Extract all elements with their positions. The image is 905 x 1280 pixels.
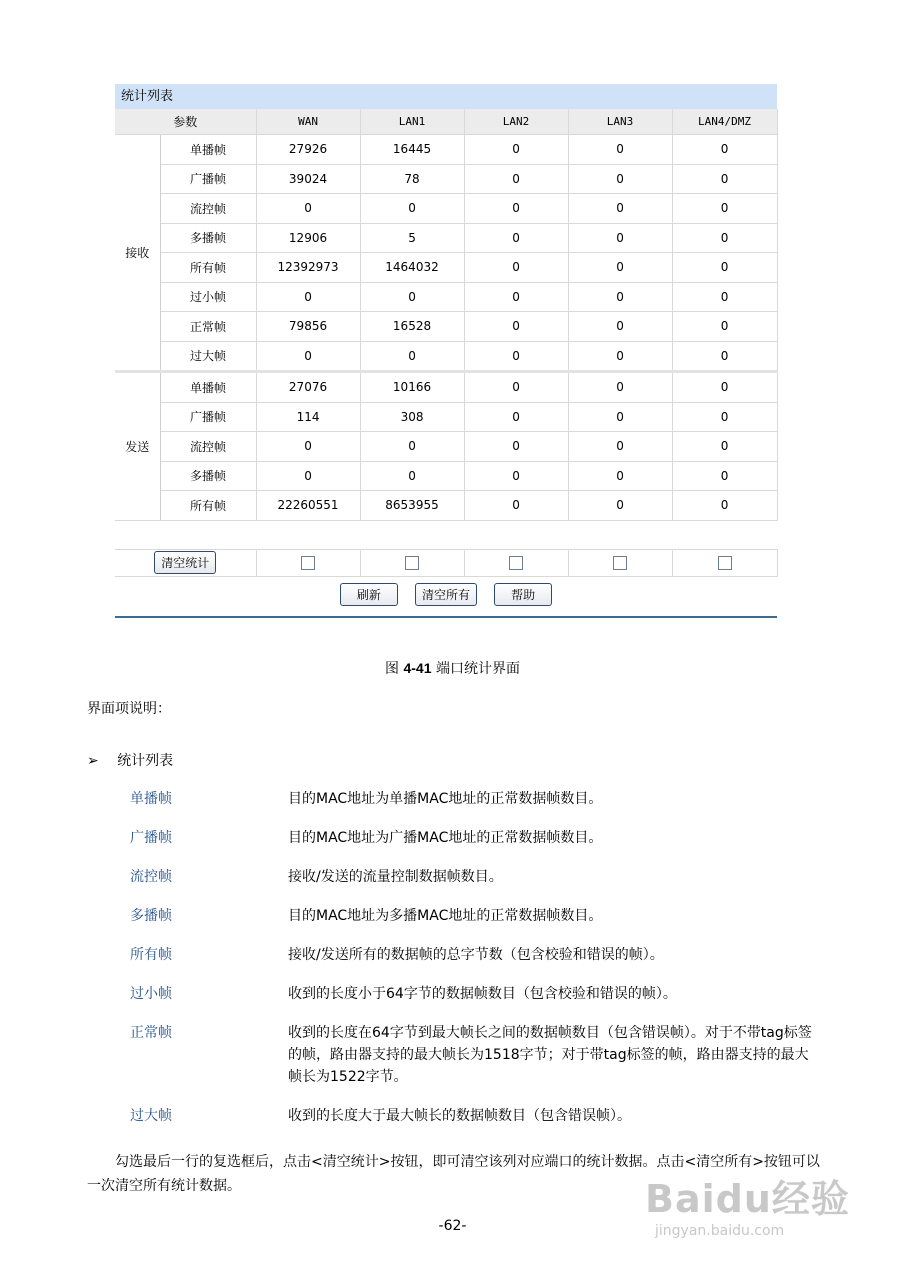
cell-value: 0	[672, 461, 777, 491]
cell-value: 0	[568, 164, 672, 194]
definition-item	[130, 1105, 820, 1127]
cell-value: 5	[360, 223, 464, 253]
cell-value: 0	[464, 372, 568, 403]
row-label: 多播帧	[160, 223, 256, 253]
intro-text: 界面项说明：	[87, 701, 171, 717]
refresh-button[interactable]: 刷新	[340, 583, 398, 606]
row-label: 所有帧	[160, 253, 256, 283]
cell-value: 0	[464, 194, 568, 224]
cell-value: 0	[464, 341, 568, 372]
caption-number: 4-41	[403, 660, 432, 676]
table-row	[115, 164, 777, 194]
panel-title: 统计列表	[115, 84, 777, 109]
table-row	[115, 372, 777, 403]
definition-term: 过大帧	[130, 1108, 172, 1124]
table-row	[115, 432, 777, 462]
note-paragraph: 勾选最后一行的复选框后，点击<清空统计>按钮，即可清空该列对应端口的统计数据。点击<清空所有>按钮可以一次清空所有统计数据。	[87, 1154, 820, 1194]
cell-value: 0	[464, 491, 568, 521]
port-checkbox-cell	[464, 549, 568, 576]
definition-term: 正常帧	[130, 1025, 172, 1041]
cell-value: 0	[464, 432, 568, 462]
cell-value: 0	[360, 432, 464, 462]
table-row	[115, 402, 777, 432]
definition-item	[130, 1022, 820, 1088]
definition-term: 流控帧	[130, 869, 172, 885]
port-checkbox[interactable]	[405, 556, 419, 570]
cell-value: 0	[672, 491, 777, 521]
port-checkbox[interactable]	[509, 556, 523, 570]
cell-value: 0	[360, 194, 464, 224]
figure-caption	[0, 658, 905, 678]
clear-stats-button[interactable]: 清空统计	[154, 551, 216, 574]
cell-value: 10166	[360, 372, 464, 403]
cell-value: 0	[464, 312, 568, 342]
cell-value: 0	[568, 253, 672, 283]
cell-value: 0	[256, 282, 360, 312]
definition-term: 广播帧	[130, 830, 172, 846]
cell-value: 0	[464, 164, 568, 194]
row-label: 过小帧	[160, 282, 256, 312]
section-title: 统计列表	[117, 753, 174, 769]
definition-item	[130, 788, 820, 810]
header-port: LAN4/DMZ	[672, 109, 777, 135]
page-number: -62-	[438, 1218, 467, 1234]
cell-value: 0	[464, 135, 568, 165]
cell-value: 1464032	[360, 253, 464, 283]
port-stats-panel	[115, 84, 777, 618]
action-buttons	[115, 577, 777, 616]
definition-item	[130, 905, 820, 927]
cell-value: 0	[672, 402, 777, 432]
definition-desc: 收到的长度小于64字节的数据帧数目（包含校验和错误的帧）。	[288, 986, 677, 1002]
cell-value: 0	[568, 341, 672, 372]
cell-value: 0	[672, 312, 777, 342]
send-group-label: 发送	[115, 372, 160, 521]
caption-prefix: 图	[385, 661, 400, 677]
cell-value: 16528	[360, 312, 464, 342]
cell-value: 0	[672, 164, 777, 194]
port-checkbox-cell	[256, 549, 360, 576]
header-port: LAN1	[360, 109, 464, 135]
cell-value: 27076	[256, 372, 360, 403]
definition-desc: 目的MAC地址为多播MAC地址的正常数据帧数目。	[288, 908, 603, 924]
cell-value: 0	[672, 432, 777, 462]
blank-row	[115, 520, 777, 549]
port-checkbox[interactable]	[301, 556, 315, 570]
cell-value: 0	[256, 341, 360, 372]
cell-value: 308	[360, 402, 464, 432]
cell-value: 114	[256, 402, 360, 432]
watermark-url: jingyan.baidu.com	[655, 1223, 785, 1239]
row-label: 所有帧	[160, 491, 256, 521]
cell-value: 0	[360, 341, 464, 372]
help-button[interactable]: 帮助	[494, 583, 552, 606]
cell-value: 0	[568, 194, 672, 224]
cell-value: 0	[672, 135, 777, 165]
cell-value: 78	[360, 164, 464, 194]
definition-term: 所有帧	[130, 947, 172, 963]
cell-value: 22260551	[256, 491, 360, 521]
definition-term: 单播帧	[130, 791, 172, 807]
cell-value: 0	[672, 223, 777, 253]
table-row	[115, 223, 777, 253]
cell-value: 0	[568, 461, 672, 491]
cell-value: 0	[256, 194, 360, 224]
definition-desc: 收到的长度在64字节到最大帧长之间的数据帧数目（包含错误帧）。对于不带tag标签的帧，路由器支持的最大帧长为1518字节；对于带tag标签的帧，路由器支持的最大帧长为1522字节。	[288, 1025, 812, 1085]
cell-value: 12906	[256, 223, 360, 253]
definition-desc: 目的MAC地址为广播MAC地址的正常数据帧数目。	[288, 830, 603, 846]
row-label: 单播帧	[160, 135, 256, 165]
definition-list	[130, 788, 820, 1144]
definition-item	[130, 827, 820, 849]
receive-group-label: 接收	[115, 135, 160, 372]
cell-value: 0	[568, 372, 672, 403]
blank-cell	[115, 520, 777, 549]
cell-value: 0	[256, 461, 360, 491]
definition-term: 过小帧	[130, 986, 172, 1002]
cell-value: 0	[464, 402, 568, 432]
row-label: 流控帧	[160, 194, 256, 224]
table-row	[115, 194, 777, 224]
definition-desc: 收到的长度大于最大帧长的数据帧数目（包含错误帧）。	[288, 1108, 631, 1124]
cell-value: 16445	[360, 135, 464, 165]
cell-value: 0	[672, 194, 777, 224]
row-label: 多播帧	[160, 461, 256, 491]
cell-value: 0	[568, 282, 672, 312]
cell-value: 0	[256, 432, 360, 462]
cell-value: 0	[568, 312, 672, 342]
table-row	[115, 491, 777, 521]
cell-value: 0	[568, 223, 672, 253]
definition-desc: 目的MAC地址为单播MAC地址的正常数据帧数目。	[288, 791, 603, 807]
definition-term: 多播帧	[130, 908, 172, 924]
definition-desc: 接收/发送的流量控制数据帧数目。	[288, 869, 503, 885]
section-heading	[87, 750, 173, 770]
header-port: LAN2	[464, 109, 568, 135]
row-label: 流控帧	[160, 432, 256, 462]
cell-value: 0	[672, 341, 777, 372]
cell-value: 0	[464, 282, 568, 312]
clear-button-cell	[115, 549, 256, 576]
cell-value: 0	[360, 282, 464, 312]
port-checkbox-cell	[672, 549, 777, 576]
cell-value: 0	[672, 253, 777, 283]
cell-value: 12392973	[256, 253, 360, 283]
table-row	[115, 312, 777, 342]
row-label: 过大帧	[160, 341, 256, 372]
table-header-row	[115, 109, 777, 135]
cell-value: 0	[568, 135, 672, 165]
cell-value: 0	[568, 402, 672, 432]
cell-value: 0	[360, 461, 464, 491]
cell-value: 79856	[256, 312, 360, 342]
port-checkbox[interactable]	[718, 556, 732, 570]
watermark-main: Baidu经验	[645, 1177, 850, 1221]
header-param: 参数	[115, 109, 256, 135]
row-label: 正常帧	[160, 312, 256, 342]
cell-value: 8653955	[360, 491, 464, 521]
port-checkbox[interactable]	[613, 556, 627, 570]
row-label: 广播帧	[160, 164, 256, 194]
table-row	[115, 282, 777, 312]
cell-value: 0	[464, 253, 568, 283]
cell-value: 39024	[256, 164, 360, 194]
port-checkbox-cell	[360, 549, 464, 576]
port-checkbox-cell	[568, 549, 672, 576]
definition-item	[130, 866, 820, 888]
cell-value: 0	[568, 432, 672, 462]
header-port: LAN3	[568, 109, 672, 135]
definition-item	[130, 944, 820, 966]
table-row	[115, 253, 777, 283]
arrow-bullet-icon: ➢	[87, 753, 99, 769]
cell-value: 0	[568, 491, 672, 521]
cell-value: 0	[464, 461, 568, 491]
table-row	[115, 461, 777, 491]
clear-all-button[interactable]: 清空所有	[415, 583, 477, 606]
definition-item	[130, 983, 820, 1005]
header-port: WAN	[256, 109, 360, 135]
table-row	[115, 341, 777, 372]
cell-value: 0	[672, 282, 777, 312]
row-label: 单播帧	[160, 372, 256, 403]
caption-text: 端口统计界面	[435, 661, 520, 677]
cell-value: 0	[672, 372, 777, 403]
table-row	[115, 135, 777, 165]
clear-row	[115, 549, 777, 576]
definition-desc: 接收/发送所有的数据帧的总字节数（包含校验和错误的帧）。	[288, 947, 664, 963]
stats-table	[115, 109, 778, 577]
cell-value: 0	[464, 223, 568, 253]
cell-value: 27926	[256, 135, 360, 165]
panel-bottom-rule	[115, 616, 777, 618]
row-label: 广播帧	[160, 402, 256, 432]
